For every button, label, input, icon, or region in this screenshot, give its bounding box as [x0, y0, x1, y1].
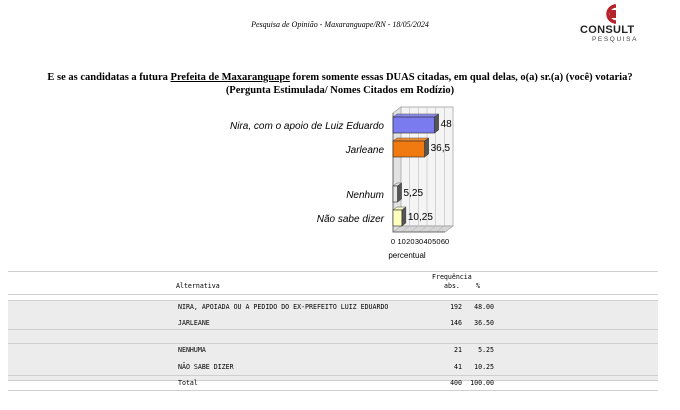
data-label: 10,25	[407, 212, 433, 223]
bar	[393, 210, 402, 226]
category-label: Nenhum	[346, 190, 384, 201]
data-label: 36,5	[430, 143, 451, 154]
bar	[393, 117, 435, 133]
category-label: Não sabe dizer	[316, 214, 384, 225]
x-tick-label: 50	[432, 237, 441, 246]
logo-wordmark: CONSULT	[580, 24, 635, 36]
logo-subtitle: PESQUISA	[592, 36, 639, 43]
bar	[393, 141, 425, 157]
category-label: Nira, com o apoio de Luiz Eduardo	[230, 121, 384, 132]
bar-top	[393, 114, 439, 117]
question-text-after: forem somente essas DUAS citadas, em qual delas, o(a) sr.(a) (você) votaria?	[289, 72, 633, 83]
bar-top	[393, 138, 429, 141]
x-axis-label: percentual	[388, 251, 426, 260]
data-label: 48	[440, 119, 452, 130]
x-tick-label: 60	[440, 237, 450, 246]
bar-side	[402, 207, 406, 226]
pct-header: %	[476, 282, 480, 290]
bar-side	[425, 138, 429, 157]
x-tick-label: 30	[414, 237, 424, 246]
data-label: 5,25	[403, 188, 424, 199]
survey-header: Pesquisa de Opinião - Maxaranguape/RN - 18/05/2024	[251, 20, 429, 29]
x-tick-label: 20	[406, 237, 415, 246]
bar-side	[398, 183, 402, 202]
x-tick-label: 40	[423, 237, 432, 246]
bar	[393, 186, 398, 202]
x-tick-label: 10	[397, 237, 406, 246]
question-subtitle: (Pergunta Estimulada/ Nomes Citados em Rodízio)	[225, 85, 455, 96]
x-tick-label: 0	[390, 237, 396, 246]
question-text-before: E se as candidatas a futura	[47, 72, 171, 83]
question-text-underlined: Prefeita de Maxaranguape	[170, 72, 290, 83]
category-label: Jarleane	[345, 145, 384, 156]
frequency-header: Frequência	[432, 273, 472, 281]
bar-side	[435, 114, 439, 133]
alternative-header: Alternativa	[176, 282, 220, 290]
abs-header: abs.	[444, 282, 460, 290]
